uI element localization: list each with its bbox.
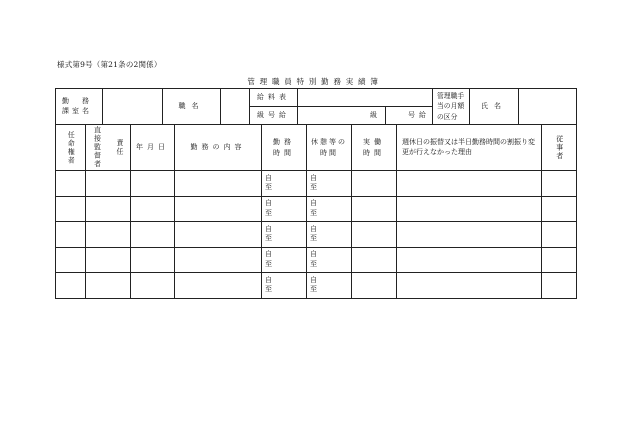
header-table: [55, 88, 577, 125]
rest-hours-cell[interactable]: [307, 171, 352, 197]
worker-cell[interactable]: [542, 247, 577, 273]
from-label: 自: [310, 275, 317, 284]
table-row: [56, 222, 577, 248]
rest-hours-cell[interactable]: [307, 196, 352, 222]
grade-salary-label: 級号給: [250, 107, 298, 125]
to-label: 至: [265, 183, 272, 192]
content-header: 勤務の内容: [175, 125, 262, 171]
rest-hours-cell[interactable]: [307, 273, 352, 299]
content-cell[interactable]: [175, 222, 262, 248]
department-label-line1: 勤 務: [62, 97, 92, 106]
allowance-label: 管理職手当の月額の区分: [433, 89, 470, 125]
actual-hours-header-text: 実働時間: [363, 138, 385, 157]
from-label: 自: [310, 173, 317, 182]
actual-hours-cell[interactable]: [352, 273, 397, 299]
reason-cell[interactable]: [397, 247, 542, 273]
content-cell[interactable]: [175, 196, 262, 222]
position-label: 職名: [163, 89, 221, 125]
date-cell[interactable]: [131, 222, 175, 248]
to-label: 至: [265, 234, 272, 243]
date-cell[interactable]: [131, 171, 175, 197]
position-field[interactable]: [221, 89, 250, 125]
from-label: 自: [310, 199, 317, 208]
to-label: 至: [310, 208, 317, 217]
content-cell[interactable]: [175, 273, 262, 299]
department-field[interactable]: [103, 89, 163, 125]
work-hours-cell[interactable]: [262, 247, 307, 273]
rest-hours-header: [307, 125, 352, 171]
work-hours-cell[interactable]: [262, 273, 307, 299]
work-hours-cell[interactable]: [262, 171, 307, 197]
to-label: 至: [310, 183, 317, 192]
appointer-cell[interactable]: [56, 222, 86, 248]
from-label: 自: [265, 173, 272, 182]
appointer-cell[interactable]: [56, 273, 86, 299]
appointer-cell[interactable]: [56, 196, 86, 222]
table-row: [56, 171, 577, 197]
reason-cell[interactable]: [397, 273, 542, 299]
rest-hours-header-text: 休憩等の時間: [311, 138, 347, 157]
to-label: 至: [310, 234, 317, 243]
table-row: [56, 247, 577, 273]
worker-header: 従事者: [542, 125, 577, 171]
work-hours-header-text: 勤務時間: [273, 138, 295, 157]
content-cell[interactable]: [175, 247, 262, 273]
supervisor-cell[interactable]: [86, 171, 131, 197]
form-number: 様式第9号（第21条の2関係）: [57, 60, 162, 69]
record-table: [55, 124, 577, 299]
supervisor-cell[interactable]: [86, 247, 131, 273]
supervisor-cell[interactable]: [86, 196, 131, 222]
worker-cell[interactable]: [542, 171, 577, 197]
name-field[interactable]: [519, 89, 577, 125]
reason-cell[interactable]: [397, 171, 542, 197]
date-cell[interactable]: [131, 247, 175, 273]
to-label: 至: [265, 285, 272, 294]
name-label: 氏名: [470, 89, 519, 125]
reason-cell[interactable]: [397, 196, 542, 222]
form-title: 管理職員特別勤務実績簿: [247, 77, 383, 86]
actual-hours-header: [352, 125, 397, 171]
supervisor-header: [86, 125, 131, 171]
from-label: 自: [310, 250, 317, 259]
rest-hours-cell[interactable]: [307, 247, 352, 273]
work-hours-header: [262, 125, 307, 171]
actual-hours-cell[interactable]: [352, 196, 397, 222]
table-row: [56, 273, 577, 299]
rest-hours-cell[interactable]: [307, 222, 352, 248]
worker-cell[interactable]: [542, 273, 577, 299]
to-label: 至: [265, 259, 272, 268]
supervisor-cell[interactable]: [86, 222, 131, 248]
appointer-header: 任命権者: [56, 125, 86, 171]
step-label: 号給: [386, 107, 433, 125]
from-label: 自: [310, 224, 317, 233]
content-cell[interactable]: [175, 171, 262, 197]
appointer-cell[interactable]: [56, 247, 86, 273]
from-label: 自: [265, 275, 272, 284]
supervisor-cell[interactable]: [86, 273, 131, 299]
salary-table-label: 給料表: [250, 89, 298, 107]
supervisor-header-sub: 責任: [115, 139, 124, 156]
worker-cell[interactable]: [542, 196, 577, 222]
work-hours-cell[interactable]: [262, 196, 307, 222]
to-label: 至: [310, 285, 317, 294]
reason-cell[interactable]: [397, 222, 542, 248]
appointer-cell[interactable]: [56, 171, 86, 197]
work-hours-cell[interactable]: [262, 222, 307, 248]
department-label: [56, 89, 103, 125]
to-label: 至: [265, 208, 272, 217]
department-label-line2: 課室名: [62, 106, 92, 115]
from-label: 自: [265, 250, 272, 259]
actual-hours-cell[interactable]: [352, 247, 397, 273]
table-row: [56, 196, 577, 222]
to-label: 至: [310, 259, 317, 268]
supervisor-header-main: 直接監督者: [93, 126, 102, 169]
actual-hours-cell[interactable]: [352, 171, 397, 197]
date-header: 年月日: [131, 125, 175, 171]
date-cell[interactable]: [131, 196, 175, 222]
salary-table-field[interactable]: [298, 89, 433, 107]
date-cell[interactable]: [131, 273, 175, 299]
from-label: 自: [265, 199, 272, 208]
actual-hours-cell[interactable]: [352, 222, 397, 248]
grade-field[interactable]: [298, 107, 386, 125]
from-label: 自: [265, 224, 272, 233]
holiday-note-header: 週休日の振替又は半日勤務時間の割振り変更が行えなかった理由: [397, 125, 542, 171]
worker-cell[interactable]: [542, 222, 577, 248]
grade-label: 級: [370, 110, 377, 119]
